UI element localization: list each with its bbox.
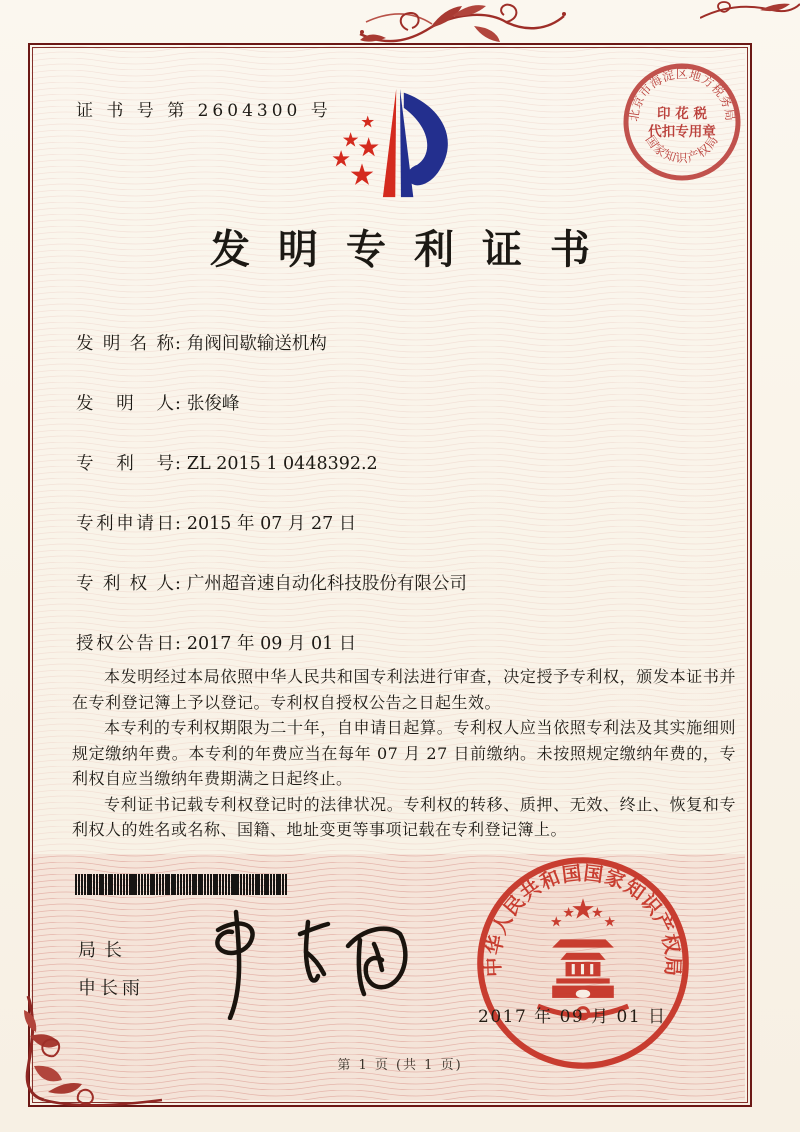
field-value: 2015 年 07 月 27 日 [186,514,357,534]
director-title: 局长 [78,940,130,961]
field-label: 专利申请日 [76,514,174,534]
tax-stamp-ring-text-top: 北京市海淀区地方税务局 [626,67,738,123]
tax-stamp-center-line1: 印 花 税 [657,106,707,122]
field-value: 2017 年 09 月 01 日 [186,634,357,654]
cnipa-logo-icon [324,80,476,206]
legal-paragraph: 专利证书记载专利权登记时的法律状况。专利权的转移、质押、无效、终止、恢复和专利权人的姓名或名称、国籍、地址变更等事项记载在专利登记簿上。 [72,794,736,839]
field-colon: : [175,394,181,414]
field-value: ZL 2015 1 0448392.2 [186,454,378,474]
legal-paragraph: 本专利的专利权期限为二十年，自申请日起算。专利权人应当依照专利法及其实施细则规定缴纳年费。本专利的年费应当在每年 07 月 27 日前缴纳。未按照规定缴纳年费的，专利权自应当缴纳年费期满之日起终止。 [72,718,736,788]
seal-date: 2017 年 09 月 01 日 [478,1007,667,1027]
certificate-number: 证 书 号 第 2604300 号 [76,101,332,121]
field-label: 授权公告日 [76,634,174,654]
field-label: 专利号 [76,454,174,474]
field-patent-number [76,450,378,475]
director-signature-icon [188,900,418,1020]
tax-stamp-seal [616,56,748,188]
field-label: 发明人 [76,394,174,414]
field-colon: : [175,334,181,354]
certificate-title: 发明专利证书 [210,226,618,273]
tax-stamp-center-line2: 代扣专用章 [648,124,716,140]
field-colon: : [175,634,181,654]
legal-paragraph: 本发明经过本局依照中华人民共和国专利法进行审查，决定授予专利权，颁发本证书并在专利登记簿上予以登记。专利权自授权公告之日起生效。 [72,667,736,712]
field-inventor [76,390,239,415]
legal-text-block [72,664,736,843]
field-grant-date [76,630,356,655]
field-value: 角阀间歇输送机构 [186,334,327,354]
page-number-footer: 第 1 页 (共 1 页) [337,1058,463,1073]
field-filing-date [76,510,356,535]
director-name: 申长雨 [78,978,144,999]
field-label: 专利权人 [76,574,174,594]
field-value: 张俊峰 [186,394,240,414]
cnipa-official-seal [470,850,696,1076]
field-patentee [76,570,467,595]
field-colon: : [175,514,181,534]
field-colon: : [175,574,181,594]
field-colon: : [175,454,181,474]
field-value: 广州超音速自动化科技股份有限公司 [186,574,467,594]
seal-ring-text: 中华人民共和国国家知识产权局 [481,861,685,978]
barcode [75,874,287,895]
tax-stamp-ring-text-bottom: 国家知识产权局 [642,132,722,165]
field-invention-name [76,330,327,355]
field-label: 发明名称 [76,334,174,354]
